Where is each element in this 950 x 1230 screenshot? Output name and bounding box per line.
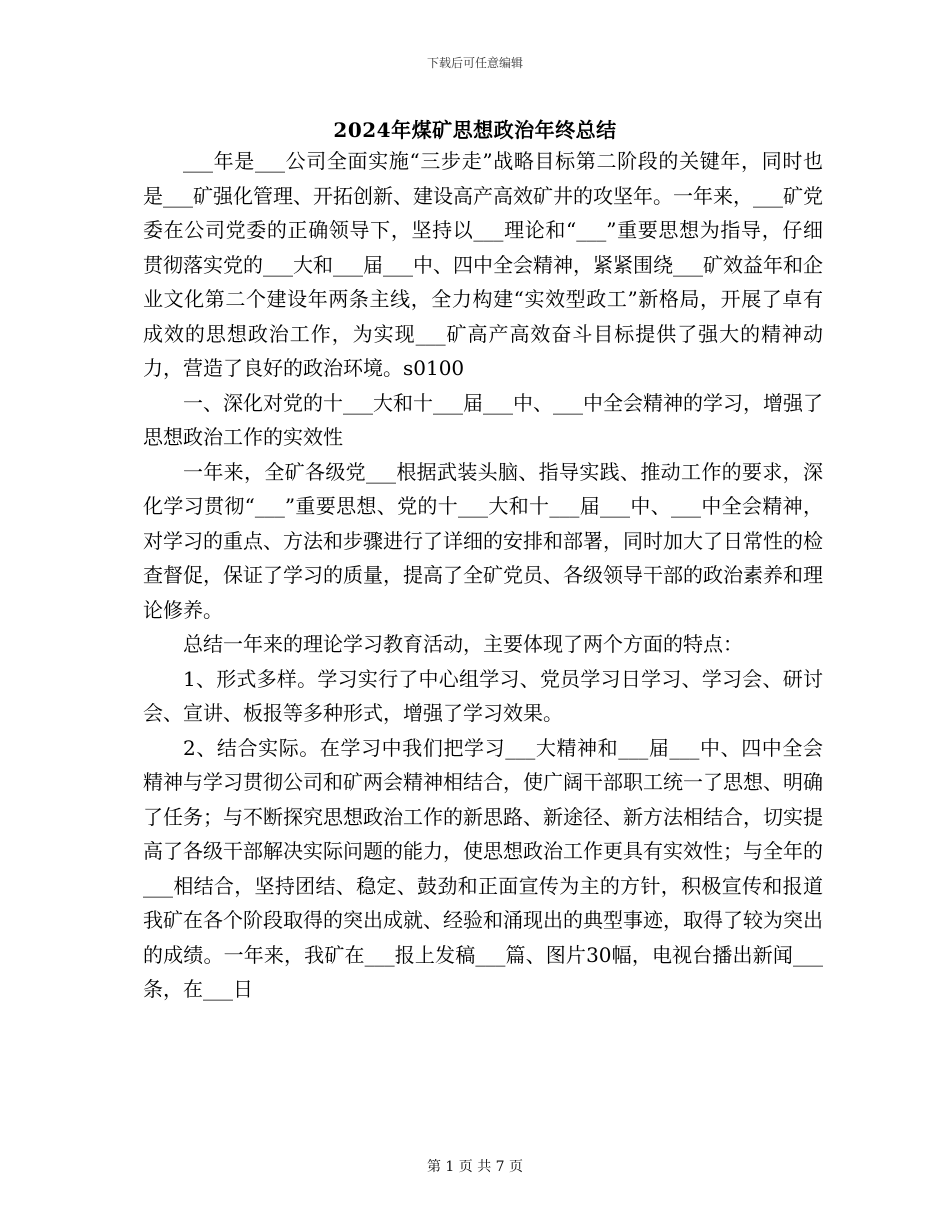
paragraph-summary: 总结一年来的理论学习教育活动，主要体现了两个方面的特点： [183, 632, 743, 656]
paragraph-intro: ___年是___公司全面实施“三步走”战略目标第二阶段的关键年，同时也是___矿强化管理、开拓创新、建设高产高效矿井的攻坚年。一年来，___矿党委在公司党委的正确领导下，坚持以___理论和“___”重要思想为指导，仔细贯彻落实党的___大和___届___中、四中全会精神，紧紧围绕___矿效益年和企业文化第二个建设年两条主线，全力构建“实效型政工”新格局，开展了卓有成效的思想政治工作，为实现___矿高产高效奋斗目标提供了强大的精神动力，营造了良好的政治环境。s0100 [143, 149, 823, 380]
header-note: 下载后可任意编辑 [426, 56, 523, 70]
page-footer: 第 1 页 共 7 页 [426, 1159, 524, 1175]
paragraph-point-1: 1、形式多样。学习实行了中心组学习、党员学习日学习、学习会、研讨会、宣讲、板报等多种形式，增强了学习效果。 [143, 666, 823, 725]
paragraph-point-2: 2、结合实际。在学习中我们把学习___大精神和___届___中、四中全会精神与学习贯彻公司和矿两会精神相结合，使广阔干部职工统一了思想、明确了任务；与不断探究思想政治工作的新思路、新途径、新方法相结合，切实提高了各级干部解决实际问题的能力，使思想政治工作更具有实效性；与全年的___相结合，坚持团结、稳定、鼓劲和正面宣传为主的方针，积极宣传和报道我矿在各个阶段取得的突出成就、经验和涌现出的典型事迹，取得了较为突出的成绩。一年来，我矿在___报上发稿___篇、图片30幅，电视台播出新闻___条，在___日 [143, 735, 823, 1001]
document-body [143, 144, 823, 1007]
section-heading-1: 一、深化对党的十___大和十___届___中、___中全会精神的学习，增强了思想政治工作的实效性 [143, 390, 823, 449]
document-title: 2024年煤矿思想政治年终总结 [333, 118, 617, 142]
paragraph-study: 一年来，全矿各级党___根据武装头脑、指导实践、推动工作的要求，深化学习贯彻“___”重要思想、党的十___大和十___届___中、___中全会精神，对学习的重点、方法和步骤进行了详细的安排和部署，同时加大了日常性的检查督促，保证了学习的质量，提高了全矿党员、各级领导干部的政治素养和理论修养。 [143, 459, 823, 622]
